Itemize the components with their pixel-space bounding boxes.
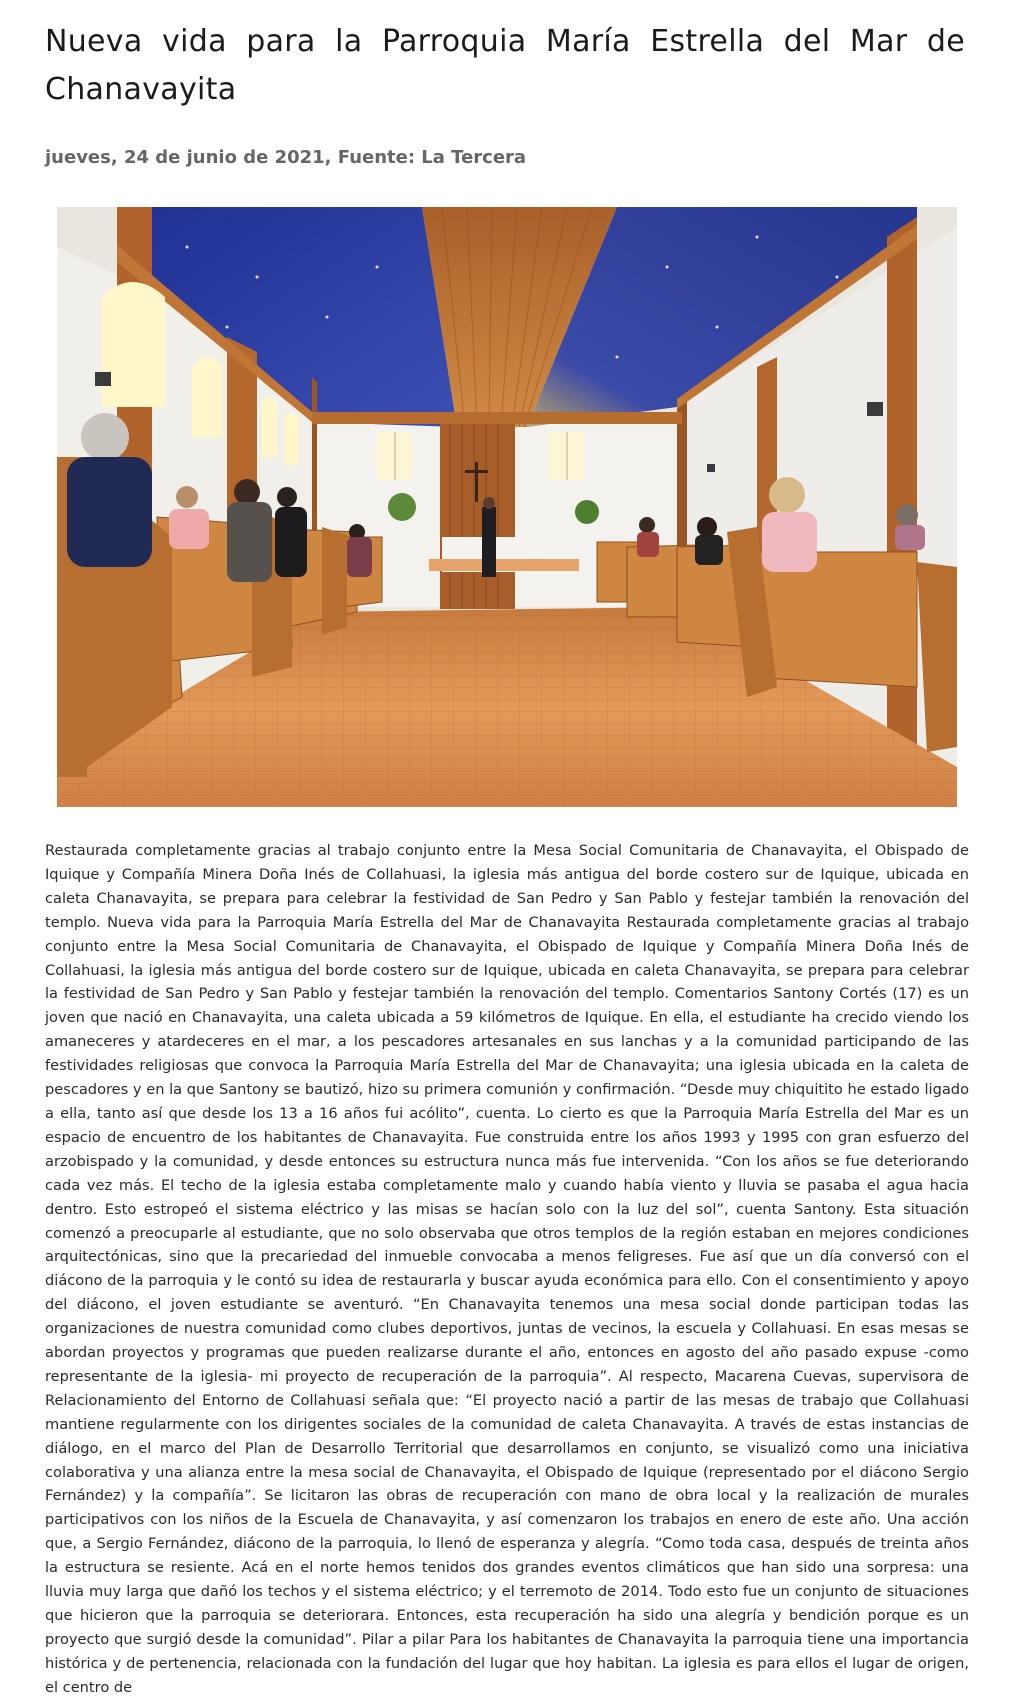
article-title: Nueva vida para la Parroquia María Estrella del Mar de Chanavayita [45,24,965,107]
article-body: Restaurada completamente gracias al trabajo conjunto entre la Mesa Social Comunitaria de Chanavayita, el Obispado de Iquique y Compañía Minera Doña Inés de Collahuasi, la iglesia más antigua del borde costero sur de Iquique, ubicada en caleta Chanavayita, se prepara para celebrar la festividad de San Pedro y San Pablo y festejar también la renovación del templo. Nueva vida para la Parroquia María Estrella del Mar de Chanavayita Restaurada completamente gracias al trabajo conjunto entre la Mesa Social Comunitaria de Chanavayita, el Obispado de Iquique y Compañía Minera Doña Inés de Collahuasi, la iglesia más antigua del borde costero sur de Iquique, ubicada en caleta Chanavayita, se prepara para celebrar la festividad de San Pedro y San Pablo y festejar también la renovación del templo. Comentarios Santony Cortés (17) es un joven que nació en Chanavayita, una caleta ubicada a 59 kilómetros de Iquique. En ella, el estudiante ha crecido viendo los amaneceres y atardeceres en el mar, a los pescadores artesanales en sus lanchas y a la comunidad participando de las festividades religiosas que convoca la Parroquia María Estrella del Mar de Chanavayita; una iglesia ubicada en la caleta de pescadores y en la que Santony se bautizó, hizo su primera comunión y confirmación. “Desde muy chiquitito he estado ligado a ella, tanto así que desde los 13 a 16 años fui acólito”, cuenta. Lo cierto es que la Parroquia María Estrella del Mar es un espacio de encuentro de los habitantes de Chanavayita. Fue construida entre los años 1993 y 1995 con gran esfuerzo del arzobispado y la comunidad, y desde entonces su estructura nunca más fue intervenida. “Con los años se fue deteriorando cada vez más. El techo de la iglesia estaba completamente malo y cuando había viento y lluvia se pasaba el agua hacia dentro. Esto estropeó el sistema eléctrico y las misas se hacían solo con la luz del sol”, cuenta Santony. Esta situación comenzó a preocuparle al estudiante, que no solo observaba que otros templos de la región estaban en mejores condiciones arquitectónicas, sino que la precariedad del inmueble convocaba a menos feligreses. Fue así que un día conversó con el diácono de la parroquia y le contó su idea de restaurarla y buscar ayuda económica para ello. Con el consentimiento y apoyo del diácono, el joven estudiante se aventuró. “En Chanavayita tenemos una mesa social donde participan todas las organizaciones de nuestra comunidad como clubes deportivos, juntas de vecinos, la escuela y Collahuasi. En esas mesas se abordan proyectos y programas que pueden realizarse durante el año, entonces en agosto del año pasado expuse -como representante de la iglesia- mi proyecto de recuperación de la parroquia”. Al respecto, Macarena Cuevas, supervisora de Relacionamiento del Entorno de Collahuasi señala que: “El proyecto nació a partir de las mesas de trabajo que Collahuasi mantiene regularmente con los dirigentes sociales de la comunidad de caleta Chanavayita. A través de estas instancias de diálogo, en el marco del Plan de Desarrollo Territorial que desarrollamos en conjunto, se visualizó como una iniciativa colaborativa y una alianza entre la mesa social de Chanavayita, el Obispado de Iquique (representado por el diácono Sergio Fernández) y la compañía”. Se licitaron las obras de recuperación con mano de obra local y la realización de murales participativos con los niños de la Escuela de Chanavayita, y así comenzaron los trabajos en enero de este año. Una acción que, a Sergio Fernández, diácono de la parroquia, lo llenó de esperanza y alegría. “Como toda casa, después de treinta años la estructura se resiente. Acá en el norte hemos tenidos dos grandes eventos climáticos que han sido una sorpresa: una lluvia muy larga que dañó los techos y el sistema eléctrico; y el terremoto de 2014. Todo esto fue un conjunto de situaciones que hicieron que la parroquia se deteriorara. Entonces, esta recuperación ha sido una alegría y bendición porque es un proyecto que surgió desde la comunidad”. Pilar a pilar Para los habitantes de Chanavayita la parroquia tiene una importancia histórica y de pertenencia, relacionada con la fundación del lugar que hoy habitan. La iglesia es para ellos el lugar de origen, el centro de [45,842,969,1696]
article-date-source: jueves, 24 de junio de 2021, Fuente: La Tercera [45,147,527,168]
church-interior-photo [57,207,957,807]
